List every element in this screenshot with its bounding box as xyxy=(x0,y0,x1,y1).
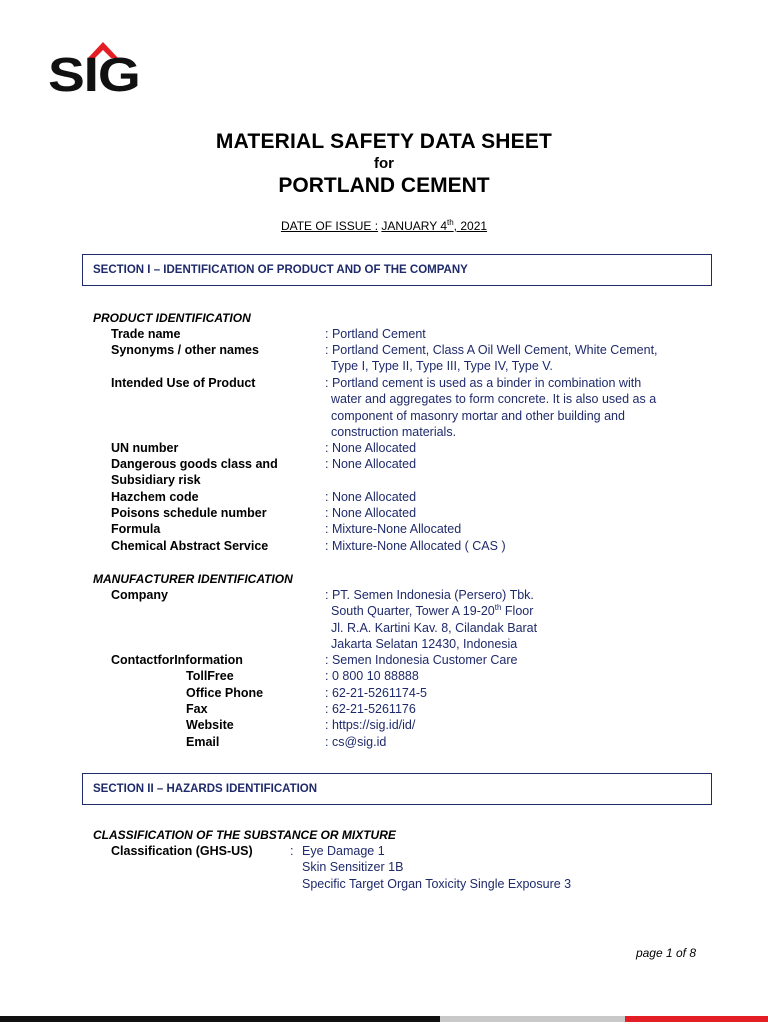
poisons-label: Poisons schedule number xyxy=(111,506,267,520)
fax-label: Fax xyxy=(186,702,208,716)
synonyms-value: : Portland Cement, Class A Oil Well Cement, White Cement, Type I, Type II, Type III, Type IV, Type V. xyxy=(325,343,658,374)
company-value: : PT. Semen Indonesia (Persero) Tbk. South Quarter, Tower A 19-20th Floor Jl. R.A. Kartini Kav. 8, Cilandak Barat Jakarta Selatan 12430, Indonesia xyxy=(325,588,538,651)
intended-use-value: : Portland cement is used as a binder in combination with water and aggregates to form concrete. It is also used as a component of masonry mortar and other building and construction materials. xyxy=(325,376,657,439)
poisons-value: : None Allocated xyxy=(325,506,417,520)
email-label: Email xyxy=(186,735,220,749)
classification-colon: : xyxy=(290,844,294,858)
cas-value: : Mixture-None Allocated ( CAS ) xyxy=(325,539,506,553)
intended-use-label: Intended Use of Product xyxy=(111,376,256,390)
product-identification-heading: PRODUCT IDENTIFICATION xyxy=(93,311,251,325)
un-number-value: : None Allocated xyxy=(325,441,417,455)
dangerous-goods-value: : None Allocated xyxy=(325,457,417,471)
un-number-label: UN number xyxy=(111,441,179,455)
section-1-header: SECTION I – IDENTIFICATION OF PRODUCT AND OF THE COMPANY xyxy=(82,254,712,286)
office-phone-label: Office Phone xyxy=(186,686,264,700)
issue-value: JANUARY 4th, 2021 xyxy=(381,218,488,233)
hazchem-value: : None Allocated xyxy=(325,490,417,504)
website-label: Website xyxy=(186,718,234,732)
bar-red xyxy=(625,1016,768,1022)
company-label: Company xyxy=(111,588,168,602)
formula-value: : Mixture-None Allocated xyxy=(325,522,462,536)
trade-name-label: Trade name xyxy=(111,327,181,341)
date-of-issue xyxy=(0,218,768,233)
bottom-color-bar xyxy=(0,1016,768,1022)
tollfree-value: : 0 800 10 88888 xyxy=(325,669,419,683)
classification-label: Classification (GHS-US) xyxy=(111,844,253,858)
website-value[interactable]: : https://sig.id/id/ xyxy=(325,718,416,732)
page-number: page 1 of 8 xyxy=(635,946,696,960)
manufacturer-identification-heading: MANUFACTURER IDENTIFICATION xyxy=(93,572,293,586)
hazchem-label: Hazchem code xyxy=(111,490,199,504)
email-value[interactable]: : cs@sig.id xyxy=(325,735,387,749)
document-title xyxy=(0,128,768,200)
trade-name-value: : Portland Cement xyxy=(325,327,426,341)
title-product: PORTLAND CEMENT xyxy=(278,174,490,197)
formula-label: Formula xyxy=(111,522,161,536)
tollfree-label: TollFree xyxy=(186,669,234,683)
section-2-header: SECTION II – HAZARDS IDENTIFICATION xyxy=(82,773,712,805)
synonyms-label: Synonyms / other names xyxy=(111,343,259,357)
contact-label: ContactforInformation xyxy=(111,653,243,667)
bar-grey xyxy=(440,1016,625,1022)
bar-black xyxy=(0,1016,440,1022)
issue-label: DATE OF ISSUE : xyxy=(280,219,379,233)
fax-value: : 62-21-5261176 xyxy=(325,702,416,716)
dangerous-goods-label: Dangerous goods class and Subsidiary risk xyxy=(111,457,278,488)
office-phone-value: : 62-21-5261174-5 xyxy=(325,686,427,700)
title-main: MATERIAL SAFETY DATA SHEET xyxy=(215,130,553,153)
contact-value: : Semen Indonesia Customer Care xyxy=(325,653,518,667)
logo-text: SIG xyxy=(48,49,140,102)
classification-heading: CLASSIFICATION OF THE SUBSTANCE OR MIXTURE xyxy=(93,828,396,842)
cas-label: Chemical Abstract Service xyxy=(111,539,269,553)
sig-logo xyxy=(48,40,160,102)
title-for: for xyxy=(374,155,394,172)
classification-value: Eye Damage 1 Skin Sensitizer 1B Specific Target Organ Toxicity Single Exposure 3 xyxy=(302,844,572,891)
